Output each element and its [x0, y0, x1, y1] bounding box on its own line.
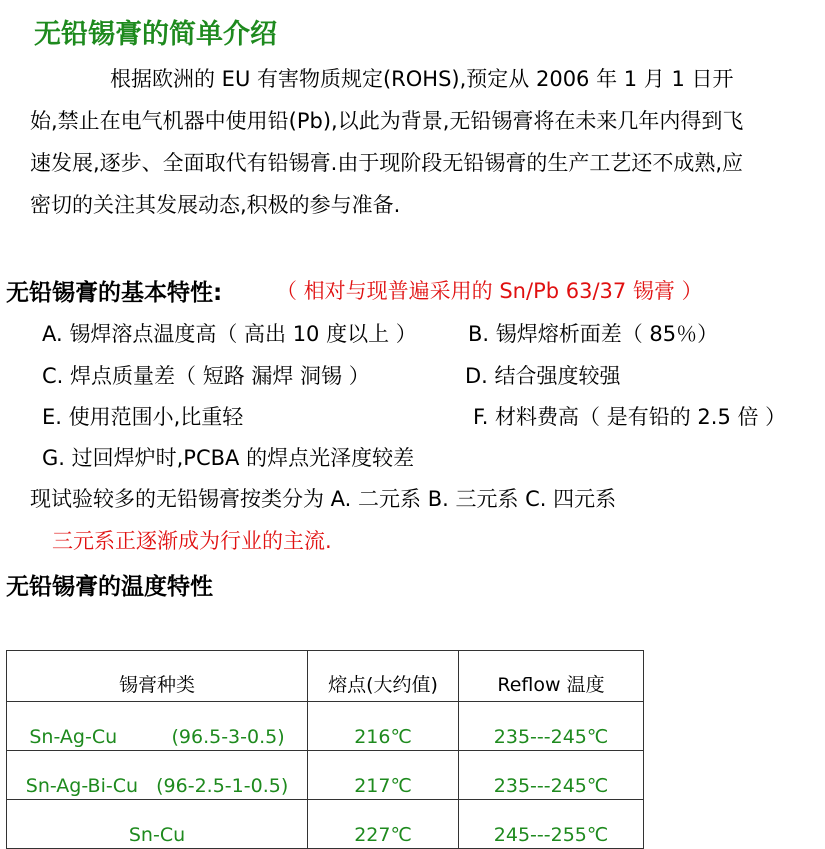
alloy-type-cell: Sn-Ag-Cu (96.5-3-0.5) — [7, 702, 308, 751]
table-header-row — [7, 651, 644, 702]
temperature-heading: 无铅锡膏的温度特性 — [6, 574, 213, 600]
page-title: 无铅锡膏的简单介绍 — [34, 19, 277, 50]
classification-line: 现试验较多的无铅锡膏按类分为 A. 二元系 B. 三元系 C. 四元系 — [30, 487, 617, 511]
melting-point-cell: 216℃ — [308, 702, 459, 751]
intro-line: 速发展,逐步、全面取代有铅锡膏.由于现阶段无铅锡膏的生产工艺还不成熟,应 — [30, 151, 744, 175]
basic-properties-heading: 无铅锡膏的基本特性: — [6, 280, 223, 306]
temperature-table — [6, 650, 644, 849]
property-item-c: C. 焊点质量差（ 短路 漏焊 洞锡 ） — [42, 364, 370, 388]
alloy-type-cell: Sn-Cu — [7, 800, 308, 849]
intro-paragraph — [30, 58, 825, 226]
property-item-g: G. 过回焊炉时,PCBA 的焊点光泽度较差 — [42, 446, 415, 470]
property-item-b: B. 锡焊熔析面差（ 85％） — [468, 322, 719, 346]
table-row — [7, 800, 644, 849]
intro-line: 始,禁止在电气机器中使用铅(Pb),以此为背景,无铅锡膏将在未来几年内得到飞 — [30, 109, 744, 133]
header-cell: 熔点(大约值) — [308, 651, 459, 702]
table-row — [7, 751, 644, 800]
header-cell: Reflow 温度 — [459, 651, 644, 702]
reflow-temp-cell: 235---245℃ — [459, 702, 644, 751]
header-cell: 锡膏种类 — [7, 651, 308, 702]
table-row — [7, 702, 644, 751]
property-item-f: F. 材料费高（ 是有铅的 2.5 倍 ） — [473, 405, 787, 429]
melting-point-cell: 217℃ — [308, 751, 459, 800]
property-item-a: A. 锡焊溶点温度高（ 高出 10 度以上 ） — [42, 322, 417, 346]
property-item-e: E. 使用范围小,比重轻 — [42, 405, 244, 429]
property-item-d: D. 结合强度较强 — [465, 364, 621, 388]
intro-line: 根据欧洲的 EU 有害物质规定(ROHS),预定从 2006 年 1 月 1 日开 — [110, 67, 734, 91]
basic-properties-note: （ 相对与现普遍采用的 Sn/Pb 63/37 锡膏 ） — [276, 279, 703, 303]
reflow-temp-cell: 235---245℃ — [459, 751, 644, 800]
alloy-type-cell: Sn-Ag-Bi-Cu (96-2.5-1-0.5) — [7, 751, 308, 800]
intro-line: 密切的关注其发展动态,积极的参与准备. — [30, 193, 401, 217]
mainstream-note: 三元系正逐渐成为行业的主流. — [52, 529, 332, 553]
reflow-temp-cell: 245---255℃ — [459, 800, 644, 849]
melting-point-cell: 227℃ — [308, 800, 459, 849]
